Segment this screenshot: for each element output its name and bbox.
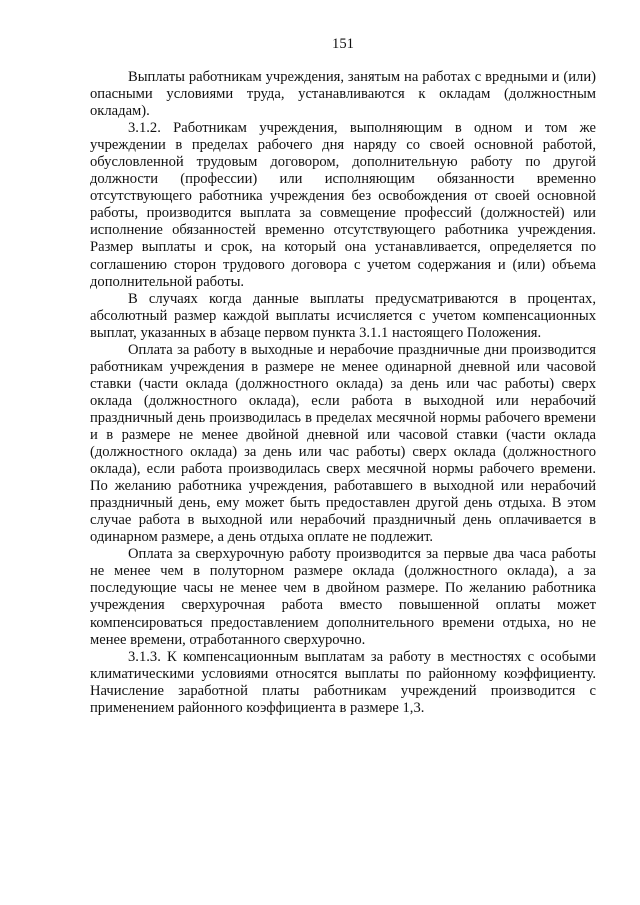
paragraph-overtime-pay: Оплата за сверхурочную работу производится за первые два часа работы не менее чем в полуторном размере оклада (должностного оклада), а за последующие часы не менее чем в двойном размере. По желанию работника учреждения сверхурочная работа вместо повышенной оплаты может компенсироваться предоставлением дополнительного времени отдыха, но не менее времени, отработанного сверхурочно. [90,546,596,648]
paragraph-weekend-holiday-pay: Оплата за работу в выходные и нерабочие праздничные дни производится работникам учреждения в размере не менее одинарной дневной или часовой ставки (части оклада (должностного оклада) за день или час работы) сверх оклада (должностного оклада), если работа в выходной или нерабочий праздничный день производилась в пределах месячной нормы рабочего времени и в размере не менее двойной дневной или часовой ставки (части оклада (должностного оклада) за день или час работы) сверх оклада (должностного оклада), если работа производилась сверх месячной нормы рабочего времени. По желанию работника учреждения, работавшего в выходной или нерабочий праздничный день, ему может быть предоставлен другой день отдыха. В этом случае работа в выходной или нерабочий праздничный день оплачивается в одинарном размере, а день отдыха оплате не подлежит. [90,341,596,546]
paragraph-3-1-2-combined-duties: 3.1.2. Работникам учреждения, выполняющим в одном и том же учреждении в пределах рабочего дня наряду со своей основной работой, обусловленной трудовым договором, дополнительную работу по другой должности (профессии) или исполняющим обязанности временно отсутствующего работника учреждения без освобождения от своей основной работы, производится выплата за совмещение профессий (должностей) или исполнение обязанностей временно отсутствующего работника учреждения. Размер выплаты и срок, на который она устанавливается, определяется по соглашению сторон трудового договора с учетом содержания и (или) объема дополнительной работы. [90,120,596,290]
page-number: 151 [332,36,354,52]
paragraph-hazardous-work-payments: Выплаты работникам учреждения, занятым на работах с вредными и (или) опасными условиями труда, устанавливаются к окладам (должностным окладам). [90,69,596,120]
paragraph-percentage-payments: В случаях когда данные выплаты предусматриваются в процентах, абсолютный размер каждой выплаты исчисляется с учетом компенсационных выплат, указанных в абзаце первом пункта 3.1.1 настоящего Положения. [90,290,596,341]
paragraph-3-1-3-regional-coefficient: 3.1.3. К компенсационным выплатам за работу в местностях с особыми климатическими условиями относятся выплаты по районному коэффициенту. Начисление заработной платы работникам учреждений производится с применением районного коэффициента в размере 1,3. [90,648,596,716]
document-body [90,69,596,717]
